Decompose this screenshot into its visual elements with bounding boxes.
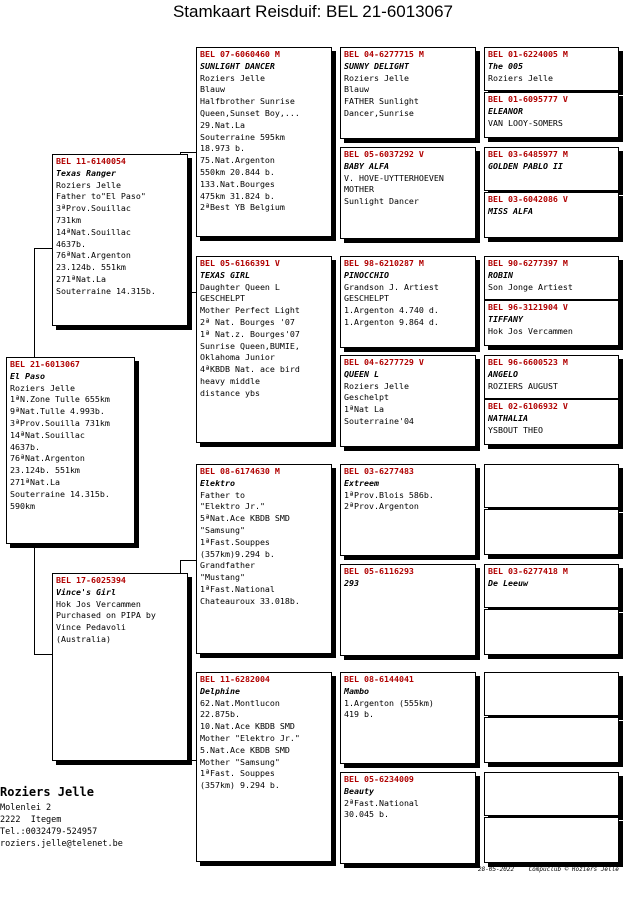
pedigree-box-dam-dam (196, 672, 332, 862)
info-line: 2ª Nat. Bourges '07 (200, 316, 295, 327)
ring-number: BEL 08-6144041 (344, 674, 414, 684)
info-line: 475km 31.824 b. (200, 190, 275, 201)
info-line: Hok Jos Vercammen (56, 598, 141, 609)
info-line: "Mustang" (200, 572, 245, 583)
info-line: MOTHER (344, 184, 374, 195)
connector-line (34, 248, 35, 360)
info-line: 1ªFast. Souppes (200, 768, 275, 779)
info-line: Hok Jos Vercammen (488, 325, 573, 336)
owner-name: Roziers Jelle (0, 785, 94, 799)
info-line: Halfbrother Sunrise (200, 96, 295, 107)
info-line: "Samsung" (200, 524, 245, 535)
pedigree-box-gen4-empty (484, 464, 619, 508)
info-line: Oklahoma Junior (200, 352, 275, 363)
pedigree-box-sire-dam (196, 256, 332, 443)
pigeon-name: The 005 (488, 60, 523, 71)
info-line: 9ªNat.Tulle 4.993b. (10, 406, 105, 417)
info-line: 1ª Nat.z. Bourges'07 (200, 328, 300, 339)
pigeon-name: El Paso (10, 370, 45, 381)
ring-number: BEL 21-6013067 (10, 359, 80, 369)
info-line: 271ªNat.La (10, 476, 60, 487)
info-line: "Elektro Jr." (200, 501, 265, 512)
ring-number: BEL 03-6277418 M (488, 566, 568, 576)
info-line: 4637b. (56, 238, 86, 249)
pigeon-name: ELEANOR (488, 105, 523, 116)
ring-number: BEL 11-6140054 (56, 156, 126, 166)
info-line: 76ªNat.Argenton (10, 453, 85, 464)
pigeon-name: Texas Ranger (56, 167, 116, 178)
connector-line (34, 544, 35, 654)
info-line: 1ªProv.Blois 586b. (344, 489, 434, 500)
info-line: GESCHELPT (344, 293, 389, 304)
info-line: 2ªProv.Argenton (344, 501, 419, 512)
info-line: 550km 20.844 b. (200, 166, 275, 177)
info-line: (357km) 9.294 b. (200, 780, 280, 791)
pigeon-name: QUEEN L (344, 368, 379, 379)
owner-street: Molenlei 2 (0, 803, 52, 813)
pigeon-name: PINOCCHIO (344, 269, 389, 280)
pedigree-box-gen3 (340, 672, 476, 764)
info-line: GESCHELPT (200, 293, 245, 304)
info-line: 1ªFast.Souppes (200, 536, 270, 547)
ring-number: BEL 03-6277483 (344, 466, 414, 476)
pedigree-box-dam-sire (196, 464, 332, 654)
info-line: 3ªProv.Souillac (56, 203, 131, 214)
info-line: Chateauroux 33.018b. (200, 595, 300, 606)
info-line: Blauw (344, 84, 369, 95)
info-line: YSBOUT THEO (488, 424, 543, 435)
info-line: 22.875b. (200, 709, 240, 720)
pedigree-box-gen4 (484, 256, 619, 300)
pigeon-name: Mambo (344, 685, 369, 696)
pedigree-box-gen4 (484, 564, 619, 608)
ring-number: BEL 96-6600523 M (488, 357, 568, 367)
info-line: 271ªNat.La (56, 273, 106, 284)
pedigree-box-dam (52, 573, 188, 761)
connector-line (34, 654, 52, 655)
info-line: Grandfather (200, 560, 255, 571)
info-line: (Australia) (56, 633, 111, 644)
pedigree-box-gen4 (484, 355, 619, 399)
info-line: Sunrise Queen,BUMIE, (200, 340, 300, 351)
info-line: Geschelpt (344, 392, 389, 403)
info-line: FATHER Sunlight (344, 96, 419, 107)
info-line: Roziers Jelle (488, 72, 553, 83)
info-line: ROZIERS AUGUST (488, 380, 558, 391)
pedigree-box-gen4 (484, 47, 619, 91)
pigeon-name: SUNNY DELIGHT (344, 60, 409, 71)
ring-number: BEL 96-3121904 V (488, 302, 568, 312)
pigeon-name: ANGELO (488, 368, 518, 379)
info-line: heavy middle (200, 375, 260, 386)
info-line: distance ybs (200, 387, 260, 398)
pedigree-box-gen3 (340, 256, 476, 348)
info-line: Father to"El Paso" (56, 191, 146, 202)
ring-number: BEL 07-6060460 M (200, 49, 280, 59)
ring-number: BEL 98-6210287 M (344, 258, 424, 268)
info-line: 1ªNat La (344, 404, 384, 415)
info-line: VAN LOOY-SOMERS (488, 117, 563, 128)
pedigree-box-gen4-empty (484, 509, 619, 555)
info-line: Mother "Samsung" (200, 756, 280, 767)
pedigree-box-gen4 (484, 147, 619, 191)
pigeon-name: 293 (344, 577, 359, 588)
ring-number: BEL 01-6224005 M (488, 49, 568, 59)
pedigree-box-gen3 (340, 147, 476, 239)
info-line: Roziers Jelle (10, 382, 75, 393)
ring-number: BEL 05-6116293 (344, 566, 414, 576)
info-line: Dancer,Sunrise (344, 107, 414, 118)
info-line: 1.Argenton 4.740 d. (344, 305, 439, 316)
info-line: 62.Nat.Montlucon (200, 697, 280, 708)
ring-number: BEL 11-6282004 (200, 674, 270, 684)
pedigree-box-gen4-empty (484, 817, 619, 863)
info-line: (357km)9.294 b. (200, 548, 275, 559)
owner-phone: Tel.:0032479-524957 (0, 827, 98, 837)
info-line: 14ªNat.Souillac (56, 226, 131, 237)
info-line: V. HOVE-UYTTERHOEVEN (344, 172, 444, 183)
pedigree-box-gen4-empty (484, 609, 619, 655)
info-line: 1.Argenton 9.864 d. (344, 316, 439, 327)
info-line: Father to (200, 489, 245, 500)
info-line: 5.Nat.Ace KBDB SMD (200, 744, 290, 755)
info-line: 2ªBest YB Belgium (200, 202, 285, 213)
info-line: 14ªNat.Souillac (10, 429, 85, 440)
pigeon-name: GOLDEN PABLO II (488, 160, 563, 171)
ring-number: BEL 01-6095777 V (488, 94, 568, 104)
info-line: 1.Argenton (555km) (344, 697, 434, 708)
info-line: Roziers Jelle (56, 179, 121, 190)
info-line: 3ªProv.Souilla 731km (10, 417, 110, 428)
info-line: Souterraine 14.315b. (10, 488, 110, 499)
info-line: 1ªN.Zone Tulle 655km (10, 394, 110, 405)
info-line: Souterraine 14.315b. (56, 285, 156, 296)
owner-email[interactable]: roziers.jelle@telenet.be (0, 839, 123, 849)
info-line: 30.045 b. (344, 809, 389, 820)
info-line: 419 b. (344, 709, 374, 720)
info-line: 133.Nat.Bourges (200, 178, 275, 189)
info-line: Sunlight Dancer (344, 196, 419, 207)
ring-number: BEL 17-6025394 (56, 575, 126, 585)
pedigree-box-gen4 (484, 92, 619, 138)
info-line: Grandson J. Artiest (344, 281, 439, 292)
pedigree-box-gen4-empty (484, 772, 619, 816)
pigeon-name: ROBIN (488, 269, 513, 280)
info-line: 18.973 b. (200, 143, 245, 154)
info-line: Blauw (200, 84, 225, 95)
info-line: 75.Nat.Argenton (200, 155, 275, 166)
pedigree-box-sire (52, 154, 188, 326)
pigeon-name: SUNLIGHT DANCER (200, 60, 275, 71)
ring-number: BEL 03-6042086 V (488, 194, 568, 204)
info-line: Purchased on PIPA by (56, 610, 156, 621)
info-line: 10.Nat.Ace KBDB SMD (200, 721, 295, 732)
ring-number: BEL 05-6234009 (344, 774, 414, 784)
connector-line (180, 560, 196, 561)
pedigree-box-gen4-empty (484, 717, 619, 763)
info-line: 76ªNat.Argenton (56, 250, 131, 261)
pedigree-box-gen4-empty (484, 672, 619, 716)
print-stamp: 28-05-2022 Compuclub © Roziers Jelle (478, 866, 619, 873)
pigeon-name: Extreem (344, 477, 379, 488)
info-line: Daughter Queen L (200, 281, 280, 292)
pedigree-box-gen3 (340, 355, 476, 447)
info-line: Vince Pedavoli (56, 622, 126, 633)
connector-line (34, 248, 52, 249)
info-line: 29.Nat.La (200, 119, 245, 130)
pigeon-name: Beauty (344, 785, 374, 796)
info-line: 23.124b. 551km (10, 465, 80, 476)
pedigree-box-gen4 (484, 192, 619, 238)
info-line: 1ªFast.National (200, 583, 275, 594)
owner-city: 2222 Itegem (0, 815, 62, 825)
ring-number: BEL 90-6277397 M (488, 258, 568, 268)
pigeon-name: BABY ALFA (344, 160, 389, 171)
info-line: 23.124b. 551km (56, 262, 126, 273)
ring-number: BEL 08-6174630 M (200, 466, 280, 476)
pigeon-name: MISS ALFA (488, 205, 533, 216)
pedigree-box-gen3 (340, 464, 476, 556)
info-line: 2ªFast.National (344, 797, 419, 808)
pedigree-box-sire-sire (196, 47, 332, 237)
pigeon-name: Elektro (200, 477, 235, 488)
info-line: Roziers Jelle (344, 380, 409, 391)
ring-number: BEL 04-6277729 V (344, 357, 424, 367)
pedigree-box-subject (6, 357, 135, 544)
info-line: 5ªNat.Ace KBDB SMD (200, 513, 290, 524)
info-line: Son Jonge Artiest (488, 281, 573, 292)
info-line: 4637b. (10, 441, 40, 452)
pedigree-box-gen4 (484, 399, 619, 445)
pedigree-box-gen3 (340, 564, 476, 656)
info-line: Mother Perfect Light (200, 305, 300, 316)
info-line: Mother "Elektro Jr." (200, 732, 300, 743)
ring-number: BEL 05-6166391 V (200, 258, 280, 268)
ring-number: BEL 04-6277715 M (344, 49, 424, 59)
info-line: 731km (56, 214, 81, 225)
pedigree-box-gen4 (484, 300, 619, 346)
pigeon-name: De Leeuw (488, 577, 528, 588)
info-line: Souterraine'04 (344, 415, 414, 426)
info-line: Roziers Jelle (200, 72, 265, 83)
pigeon-name: Vince's Girl (56, 586, 116, 597)
info-line: Queen,Sunset Boy,... (200, 107, 300, 118)
ring-number: BEL 03-6485977 M (488, 149, 568, 159)
info-line: Souterraine 595km (200, 131, 285, 142)
pedigree-box-gen3 (340, 772, 476, 864)
pigeon-name: NATHALIA (488, 412, 528, 423)
info-line: 4ªKBDB Nat. ace bird (200, 364, 300, 375)
page-title: Stamkaart Reisduif: BEL 21-6013067 (172, 2, 454, 21)
owner-info (0, 784, 123, 850)
pigeon-name: TIFFANY (488, 313, 523, 324)
pedigree-box-gen3 (340, 47, 476, 139)
connector-line (180, 152, 196, 153)
info-line: 590km (10, 500, 35, 511)
pigeon-name: TEXAS GIRL (200, 269, 250, 280)
ring-number: BEL 02-6106932 V (488, 401, 568, 411)
ring-number: BEL 05-6037292 V (344, 149, 424, 159)
info-line: Roziers Jelle (344, 72, 409, 83)
pigeon-name: Delphine (200, 685, 240, 696)
